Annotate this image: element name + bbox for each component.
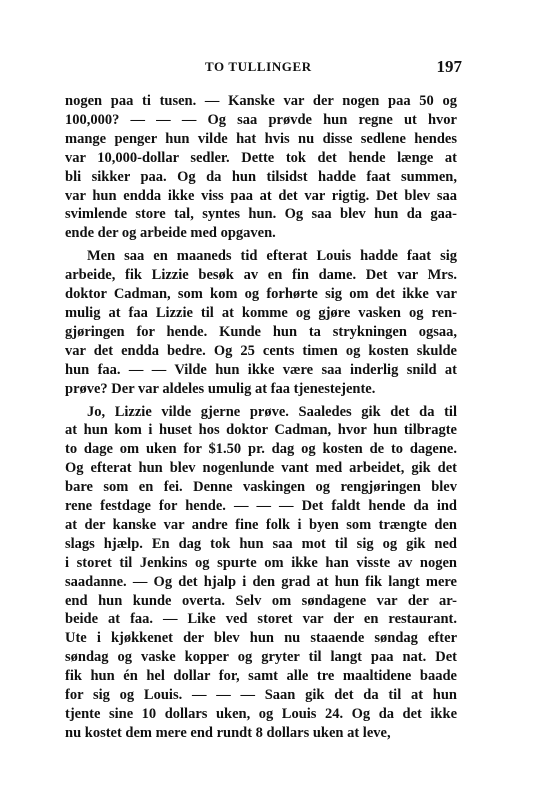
page-header: [0, 55, 560, 79]
text-line: slags hjælp. En dag tok hun saa mot til sig og gik ned: [65, 535, 457, 552]
paragraph: [65, 247, 457, 398]
text-line: 100,000? — — — Og saa prøvde hun regne ut hvor: [65, 111, 457, 128]
text-line: var 10,000-dollar sedler. Dette tok det hende længe at: [65, 149, 457, 166]
text-line: Ute i kjøkkenet der blev hun nu staaende søndag efter: [65, 630, 457, 647]
text-line: at der kanske var andre fine folk i byen som trængte den: [65, 516, 457, 533]
text-line: to dage om uken for $1.50 pr. dag og kosten de to dagene.: [65, 441, 457, 458]
text-line: nu kostet dem mere end rundt 8 dollars uken at leve,: [65, 724, 391, 741]
text-line: for sig og Louis. — — — Saan gik det da til at hun: [65, 687, 457, 704]
text-line: Men saa en maaneds tid efterat Louis hadde faat sig: [87, 248, 457, 265]
running-head: TO TULLINGER: [205, 59, 312, 74]
text-line: Jo, Lizzie vilde gjerne prøve. Saaledes gik det da til: [87, 403, 457, 420]
paragraph: [65, 92, 457, 243]
paragraph: [65, 403, 457, 743]
text-line: mange penger hun vilde hat hvis nu disse sedlene hendes: [65, 130, 457, 147]
text-line: arbeide, fik Lizzie besøk av en fin dame. Det var Mrs.: [65, 267, 457, 284]
text-line: rene festdage for hende. — — — Det faldt hende da ind: [65, 498, 457, 515]
text-line: beide at faa. — Like ved storet var der en restaurant.: [65, 611, 457, 628]
text-line: fik hun én hel dollar for, samt alle tre maaltidene baade: [65, 668, 457, 685]
text-line: gjøringen for hende. Kunde hun ta strykningen ogsaa,: [65, 323, 457, 340]
text-line: ende der og arbeide med opgaven.: [65, 225, 276, 242]
text-line: Og efterat hun blev nogenlunde vant med arbeidet, gik det: [65, 460, 457, 477]
page-number: 197: [436, 57, 462, 76]
text-line: doktor Cadman, som kom og forhørte sig om det ikke var: [65, 286, 457, 303]
text-line: prøve? Der var aldeles umulig at faa tjenestejente.: [65, 380, 376, 397]
text-line: tjente sine 10 dollars uken, og Louis 24. Og da det ikke: [65, 706, 457, 722]
text-line: svimlende store tal, syntes hun. Og saa blev hun da gaa-: [65, 206, 457, 223]
text-line: bare som en fei. Denne vaskingen og rengjøringen blev: [65, 479, 457, 496]
body-text: [65, 92, 457, 743]
text-line: var hun endda ikke viss paa at det var rigtig. Det blev saa: [65, 187, 457, 204]
text-line: saadanne. — Og det hjalp i den grad at hun fik langt mere: [65, 573, 457, 590]
text-line: i storet til Jenkins og spurte om ikke han visste av nogen: [65, 554, 457, 571]
text-line: nogen paa ti tusen. — Kanske var der nogen paa 50 og: [65, 93, 457, 109]
text-line: hun faa. — — Vilde hun ikke være saa inderlig snild at: [65, 361, 457, 378]
text-line: at hun kom i huset hos doktor Cadman, hvor hun tilbragte: [65, 422, 457, 439]
text-line: søndag og vaske kopper og gryter til langt paa nat. Det: [65, 649, 457, 666]
text-line: mulig at faa Lizzie til at komme og gjøre vasken og ren-: [65, 304, 457, 321]
text-line: end hun kunde overta. Selv om søndagene var der ar-: [65, 592, 457, 609]
text-line: bli sikker paa. Og da hun tilsidst hadde faat summen,: [65, 168, 457, 185]
text-line: var det endda bedre. Og 25 cents timen og kosten skulde: [65, 342, 457, 359]
